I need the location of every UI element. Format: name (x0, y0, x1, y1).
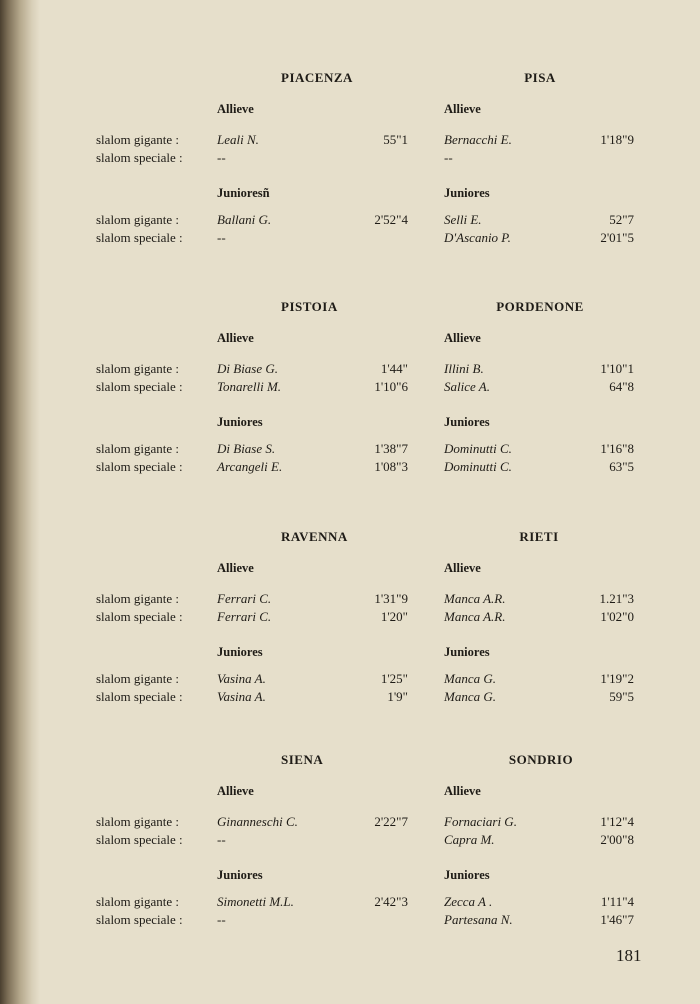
athlete-name: Manca G. (444, 671, 496, 686)
athlete-name: Dominutti C. (444, 441, 512, 456)
result-time: 1'11"4 (600, 894, 634, 909)
category-heading: Allieve (217, 784, 254, 798)
event-label-speciale: slalom speciale : (96, 459, 183, 474)
event-label-gigante: slalom gigante : (96, 361, 180, 376)
event-label-gigante: slalom gigante : (96, 814, 180, 829)
event-label-gigante: slalom gigante : (96, 671, 180, 686)
event-label-gigante: slalom gigante : (96, 441, 180, 456)
city-heading: PISTOIA (281, 299, 338, 314)
result-time: 2'00"8 (600, 832, 634, 847)
result-time: 59"5 (609, 689, 634, 704)
athlete-name: D'Ascanio P. (444, 230, 511, 245)
event-label-gigante: slalom gigante : (96, 894, 180, 909)
result-time: 1'18"9 (600, 132, 634, 147)
athlete-name: -- (217, 832, 226, 847)
result-time: 1'20" (380, 609, 408, 624)
event-label-speciale: slalom speciale : (96, 379, 183, 394)
category-heading: Allieve (217, 331, 254, 345)
athlete-name: Manca G. (444, 689, 496, 704)
category-heading: Juniores (217, 415, 263, 429)
athlete-name: Manca A.R. (444, 591, 506, 606)
event-label-speciale: slalom speciale : (96, 689, 183, 704)
event-label-speciale: slalom speciale : (96, 230, 183, 245)
result-time: 63"5 (609, 459, 634, 474)
city-heading: SONDRIO (508, 752, 574, 767)
city-heading: PORDENONE (496, 299, 584, 314)
result-time: 1'9" (387, 689, 408, 704)
result-time: 1'44" (380, 361, 408, 376)
category-heading: Junioresñ (217, 186, 270, 200)
result-time: 1'08"3 (374, 459, 408, 474)
result-time: 1'25" (380, 671, 408, 686)
athlete-name: -- (444, 150, 453, 165)
city-heading: SIENA (281, 752, 324, 767)
athlete-name: Bernacchi E. (444, 132, 512, 147)
result-time: 2'52"4 (374, 212, 408, 227)
result-time: 1'19"2 (600, 671, 634, 686)
athlete-name: -- (217, 230, 226, 245)
athlete-name: Arcangeli E. (217, 459, 283, 474)
athlete-name: Simonetti M.L. (217, 894, 294, 909)
athlete-name: Tonarelli M. (217, 379, 282, 394)
category-heading: Allieve (444, 561, 481, 575)
result-time: 1.21"3 (599, 591, 634, 606)
result-time: 1'46"7 (600, 912, 634, 927)
athlete-name: -- (217, 150, 226, 165)
athlete-name: Selli E. (444, 212, 482, 227)
result-time: 52"7 (609, 212, 634, 227)
city-heading: PIACENZA (281, 70, 353, 85)
event-label-speciale: slalom speciale : (96, 832, 183, 847)
city-heading: RIETI (519, 529, 559, 544)
athlete-name: Manca A.R. (444, 609, 506, 624)
athlete-name: Fornaciari G. (444, 814, 517, 829)
event-label-gigante: slalom gigante : (96, 132, 180, 147)
athlete-name: Ballani G. (217, 212, 272, 227)
category-heading: Juniores (444, 186, 490, 200)
category-heading: Allieve (444, 784, 481, 798)
category-heading: Juniores (217, 868, 263, 882)
athlete-name: Vasina A. (217, 689, 266, 704)
athlete-name: Partesana N. (444, 912, 513, 927)
athlete-name: Di Biase S. (217, 441, 276, 456)
event-label-speciale: slalom speciale : (96, 609, 183, 624)
result-time: 1'02"0 (600, 609, 634, 624)
athlete-name: Ginanneschi C. (217, 814, 298, 829)
athlete-name: Di Biase G. (217, 361, 279, 376)
athlete-name: Illini B. (444, 361, 484, 376)
city-heading: PISA (524, 70, 556, 85)
athlete-name: Dominutti C. (444, 459, 512, 474)
category-heading: Juniores (444, 645, 490, 659)
result-time: 1'38"7 (374, 441, 408, 456)
result-time: 2'22"7 (374, 814, 408, 829)
result-time: 55"1 (383, 132, 408, 147)
category-heading: Juniores (444, 868, 490, 882)
athlete-name: Vasina A. (217, 671, 266, 686)
result-time: 1'10"6 (374, 379, 408, 394)
category-heading: Juniores (444, 415, 490, 429)
page-number: 181 (616, 946, 642, 965)
athlete-name: Leali N. (217, 132, 259, 147)
athlete-name: Salice A. (444, 379, 490, 394)
event-label-speciale: slalom speciale : (96, 912, 183, 927)
result-time: 2'01"5 (600, 230, 634, 245)
event-label-gigante: slalom gigante : (96, 212, 180, 227)
result-time: 1'10"1 (600, 361, 634, 376)
category-heading: Allieve (217, 561, 254, 575)
athlete-name: Ferrari C. (217, 591, 272, 606)
category-heading: Allieve (217, 102, 254, 116)
event-label-speciale: slalom speciale : (96, 150, 183, 165)
athlete-name: -- (217, 912, 226, 927)
event-label-gigante: slalom gigante : (96, 591, 180, 606)
city-heading: RAVENNA (281, 529, 348, 544)
category-heading: Allieve (444, 102, 481, 116)
result-time: 1'31"9 (374, 591, 408, 606)
result-time: 1'12"4 (600, 814, 634, 829)
result-time: 2'42"3 (374, 894, 408, 909)
athlete-name: Zecca A . (444, 894, 493, 909)
result-time: 1'16"8 (600, 441, 634, 456)
category-heading: Allieve (444, 331, 481, 345)
athlete-name: Ferrari C. (217, 609, 272, 624)
athlete-name: Capra M. (444, 832, 495, 847)
category-heading: Juniores (217, 645, 263, 659)
result-time: 64"8 (609, 379, 634, 394)
